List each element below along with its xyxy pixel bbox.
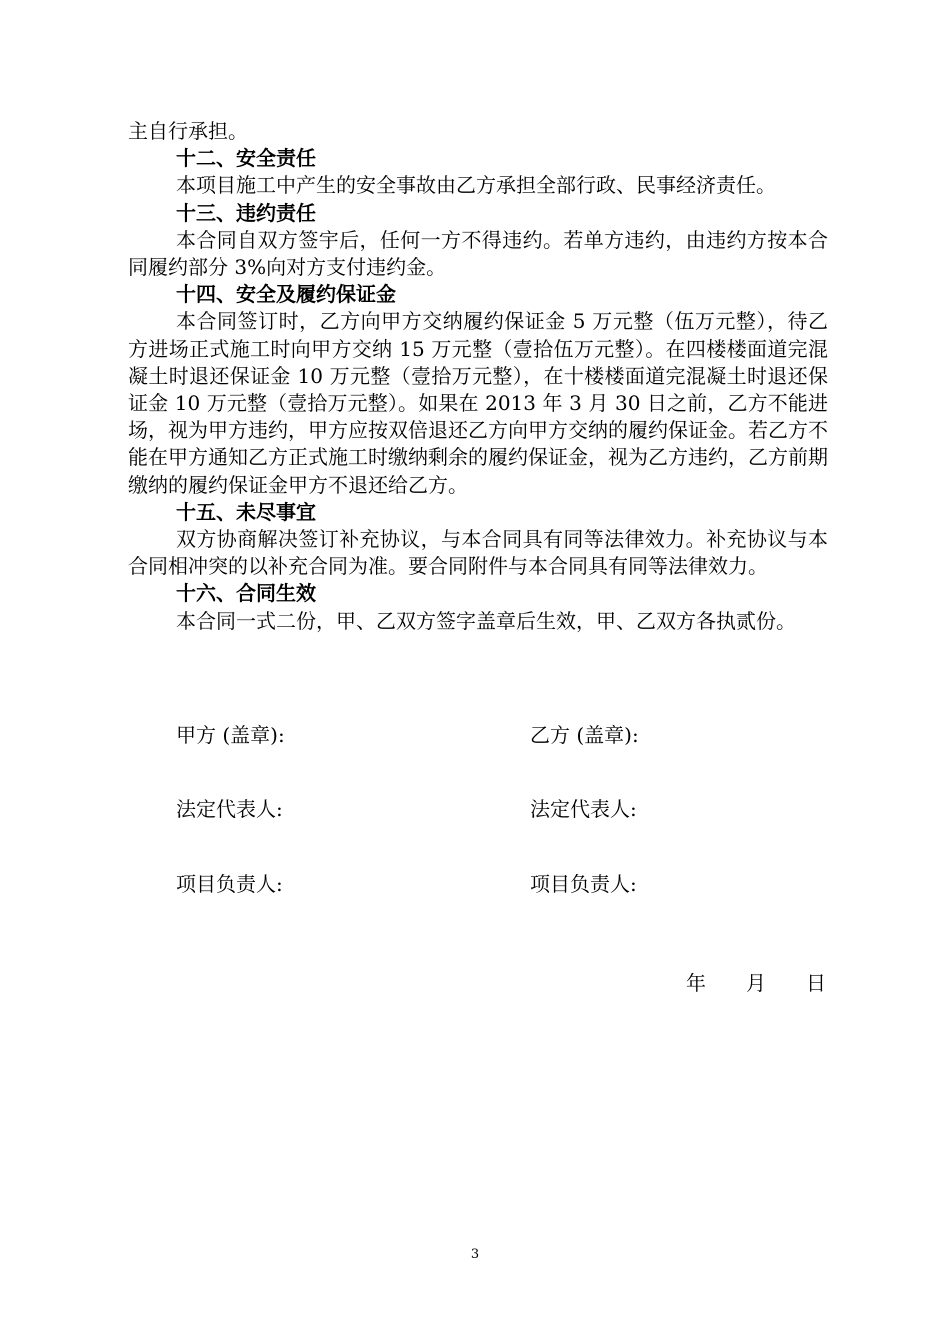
section-paragraph-12: 本项目施工中产生的安全事故由乙方承担全部行政、民事经济责任。 xyxy=(176,173,776,198)
section-heading-12: 十二、安全责任 xyxy=(176,146,316,171)
party-a-pm-label: 项目负责人: xyxy=(176,872,283,896)
section-paragraph-13: 本合同自双方签宇后，任何一方不得违约。若单方违约，由违约方按本合同履约部分 3%向对方支付违约金。 xyxy=(128,227,828,280)
party-b-seal-label: 乙方 (盖章): xyxy=(530,723,639,747)
section-paragraph-16: 本合同一式二份，甲、乙双方签字盖章后生效，甲、乙双方各执贰份。 xyxy=(176,608,796,633)
section-heading-16: 十六、合同生效 xyxy=(176,581,316,606)
contract-body xyxy=(128,118,828,635)
section-heading-14: 十四、安全及履约保证金 xyxy=(176,282,396,307)
date-year: 年 xyxy=(686,971,706,995)
party-b-rep-label: 法定代表人: xyxy=(530,797,637,821)
section-paragraph-14: 本合同签订时，乙方向甲方交纳履约保证金 5 万元整（伍万元整），待乙方进场正式施工时向甲方交纳 15 万元整（壹拾伍万元整）。在四楼楼面道完混凝土时退还保证金 10 万元整（壹拾万元整），在十楼楼面道完混凝土时退还保证金 10 万元整（壹拾万元整）。如果在 2013 年 3 月 30 日之前，乙方不能进场，视为甲方违约，甲方应按双倍退还乙方向甲方交纳的履约保证金。若乙方不能在甲方通知乙方正式施工时缴纳剩余的履约保证金，视为乙方违约，乙方前期缴纳的履约保证金甲方不退还给乙方。 xyxy=(128,309,828,497)
section-heading-15: 十五、未尽事宜 xyxy=(176,499,316,524)
section-paragraph-15: 双方协商解决签订补充协议，与本合同具有同等法律效力。补充协议与本合同相冲突的以补充合同为准。要合同附件与本合同具有同等法律效力。 xyxy=(128,527,828,579)
party-a-seal-label: 甲方 (盖章): xyxy=(176,723,285,747)
party-a-rep-label: 法定代表人: xyxy=(176,797,283,821)
section-heading-13: 十三、违约责任 xyxy=(176,200,316,225)
carry-over-text: 主自行承担。 xyxy=(128,119,248,143)
party-b-pm-label: 项目负责人: xyxy=(530,872,637,896)
date-day: 日 xyxy=(806,971,826,995)
page-number: 3 xyxy=(470,1247,480,1262)
date-month: 月 xyxy=(746,971,766,995)
